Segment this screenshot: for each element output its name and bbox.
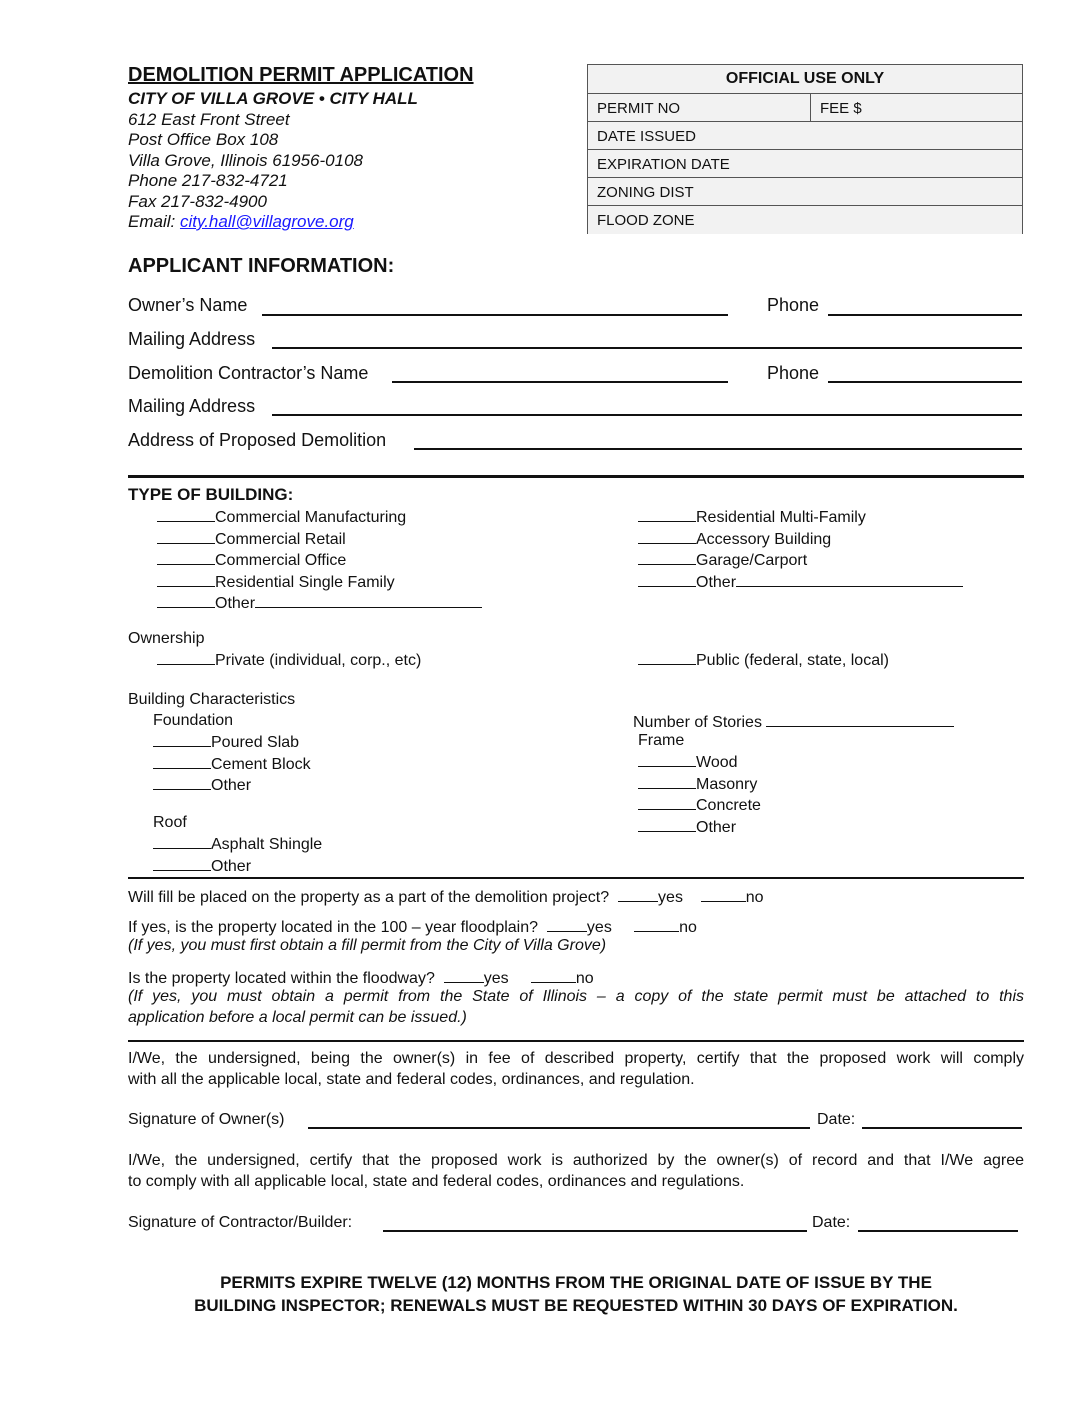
owner-date-field[interactable] — [862, 1127, 1022, 1129]
frame-heading: Frame — [638, 732, 685, 749]
floodway-note-line-1: (If yes, you must obtain a permit from the State of Illinois – a copy of the state permit must be attached to this — [128, 988, 1024, 1005]
floodplain-note: (If yes, you must first obtain a fill permit from the City of Villa Grove) — [128, 937, 607, 954]
yes-label: yes — [586, 919, 612, 936]
checkbox-blank[interactable] — [157, 529, 215, 544]
mailing-address-label: Mailing Address — [128, 329, 256, 349]
option-public[interactable] — [638, 650, 889, 670]
po-box: Post Office Box 108 — [128, 130, 279, 149]
roof-list — [153, 834, 322, 877]
checkbox-blank[interactable] — [638, 774, 696, 789]
roof-heading: Roof — [153, 814, 187, 831]
option-label: Poured Slab — [211, 734, 300, 751]
option-commercial-manufacturing[interactable] — [157, 507, 482, 529]
mailing-address-field[interactable] — [272, 347, 1022, 349]
fill-question-text: Will fill be placed on the property as a part of the demolition project? — [128, 889, 610, 906]
option-concrete[interactable] — [638, 795, 761, 817]
owner-certify-line-2: with all the applicable local, state and federal codes, ordinances, and regulation. — [128, 1071, 695, 1088]
stories-line — [633, 712, 954, 732]
option-label: Residential Multi-Family — [696, 509, 866, 526]
street-address: 612 East Front Street — [128, 109, 290, 129]
section-divider — [128, 475, 1024, 478]
fax-number: Fax 217-832-4900 — [128, 191, 267, 211]
option-frame-other[interactable] — [638, 817, 761, 839]
email-label: Email: — [128, 212, 176, 231]
option-label: Residential Single Family — [215, 573, 395, 591]
characteristics-heading: Building Characteristics — [128, 691, 296, 708]
contractor-date-label: Date: — [812, 1214, 851, 1231]
checkbox-blank[interactable] — [638, 507, 696, 522]
checkbox-blank[interactable] — [157, 507, 215, 522]
contractor-certify-line-1: I/We, the undersigned, certify that the proposed work is authorized by the owner(s) of record and that I/We agree — [128, 1152, 1024, 1169]
frame-list — [638, 752, 761, 838]
checkbox-blank[interactable] — [638, 817, 696, 832]
option-label: Commercial Office — [215, 552, 347, 569]
permit-fee-row — [588, 93, 1022, 121]
option-poured-slab[interactable] — [153, 732, 311, 754]
contractor-signature-label: Signature of Contractor/Builder: — [128, 1214, 353, 1231]
flood-row — [588, 205, 1022, 234]
stories-field[interactable] — [766, 712, 954, 727]
option-garage-carport[interactable] — [638, 550, 963, 572]
checkbox-blank[interactable] — [153, 754, 211, 769]
checkbox-blank[interactable] — [153, 775, 211, 790]
form-title: DEMOLITION PERMIT APPLICATION — [128, 64, 474, 86]
option-label: Accessory Building — [696, 530, 832, 548]
checkbox-blank[interactable] — [638, 795, 696, 810]
contractor-phone-label: Phone — [767, 363, 820, 383]
floodway-yes-blank[interactable] — [444, 968, 484, 983]
date-issued-label: DATE ISSUED — [597, 128, 696, 145]
option-label: Other — [696, 818, 737, 836]
contractor-certify-line-2: to comply with all applicable local, state and federal codes, ordinances and regulations. — [128, 1173, 745, 1190]
contractor-mailing-label: Mailing Address — [128, 396, 256, 416]
contractor-phone-field[interactable] — [828, 381, 1022, 383]
cell-divider — [810, 94, 811, 122]
option-label: Masonry — [696, 775, 758, 793]
option-label: Other — [211, 777, 252, 794]
option-foundation-other[interactable] — [153, 775, 311, 797]
owner-date-label: Date: — [817, 1111, 856, 1128]
option-residential-single-family[interactable] — [157, 572, 482, 594]
section-divider — [128, 1040, 1024, 1042]
checkbox-blank[interactable] — [157, 650, 215, 665]
floodplain-yes-blank[interactable] — [547, 917, 587, 932]
option-roof-other[interactable] — [153, 856, 322, 878]
expiration-notice — [0, 1271, 1088, 1317]
option-cement-block[interactable] — [153, 754, 311, 776]
zoning-dist-label: ZONING DIST — [597, 184, 694, 201]
option-commercial-office[interactable] — [157, 550, 482, 572]
checkbox-blank[interactable] — [638, 529, 696, 544]
option-wood[interactable] — [638, 752, 761, 774]
contractor-signature-field[interactable] — [383, 1230, 807, 1232]
option-private[interactable] — [157, 650, 421, 670]
option-label: Wood — [696, 754, 738, 771]
fill-question — [128, 887, 764, 907]
building-type-left-list — [157, 507, 482, 615]
city-hall-name: CITY OF VILLA GROVE • CITY HALL — [128, 89, 418, 108]
no-label: no — [679, 919, 697, 936]
checkbox-blank[interactable] — [638, 572, 696, 587]
floodplain-question-text: If yes, is the property located in the 100 – year floodplain? — [128, 919, 539, 936]
owner-name-field[interactable] — [262, 314, 728, 316]
owner-phone-label: Phone — [767, 295, 820, 315]
stories-label: Number of Stories — [633, 714, 762, 731]
email-line — [128, 212, 418, 233]
option-label: Garage/Carport — [696, 552, 808, 569]
option-residential-multi-family[interactable] — [638, 507, 963, 529]
email-link[interactable]: city.hall@villagrove.org — [179, 212, 354, 231]
proposed-address-label: Address of Proposed Demolition — [128, 430, 387, 450]
expiration-date-label: EXPIRATION DATE — [597, 156, 730, 173]
section-divider — [128, 877, 1024, 879]
applicant-info-heading: APPLICANT INFORMATION: — [128, 255, 395, 277]
no-label: no — [745, 889, 764, 906]
checkbox-blank[interactable] — [638, 650, 696, 665]
checkbox-blank[interactable] — [638, 752, 696, 767]
floodway-question-text: Is the property located within the floodway? — [128, 970, 435, 987]
expiration-notice-line-2: BUILDING INSPECTOR; RENEWALS MUST BE REQUESTED WITHIN 30 DAYS OF EXPIRATION. — [194, 1296, 958, 1315]
owner-signature-field[interactable] — [308, 1127, 810, 1129]
option-accessory-building[interactable] — [638, 529, 963, 551]
floodplain-no-blank[interactable] — [634, 917, 679, 932]
owner-signature-label: Signature of Owner(s) — [128, 1111, 285, 1128]
expiration-notice-line-1: PERMITS EXPIRE TWELVE (12) MONTHS FROM THE ORIGINAL DATE OF ISSUE BY THE — [220, 1273, 932, 1292]
proposed-address-field[interactable] — [414, 448, 1022, 450]
checkbox-blank[interactable] — [638, 550, 696, 565]
option-commercial-retail[interactable] — [157, 529, 482, 551]
flood-zone-label: FLOOD ZONE — [597, 212, 695, 229]
option-label: Cement Block — [211, 755, 311, 773]
foundation-heading: Foundation — [153, 712, 234, 729]
phone-number: Phone 217-832-4721 — [128, 171, 288, 190]
fee-label: FEE $ — [820, 100, 862, 117]
contractor-name-field[interactable] — [392, 381, 728, 383]
option-label: Other — [696, 573, 737, 591]
contractor-date-field[interactable] — [858, 1230, 1018, 1232]
option-asphalt-shingle[interactable] — [153, 834, 322, 856]
contractor-name-label: Demolition Contractor’s Name — [128, 363, 369, 383]
checkbox-blank[interactable] — [157, 572, 215, 587]
option-label: Concrete — [696, 797, 761, 814]
yes-label: yes — [658, 889, 683, 906]
floodway-no-blank[interactable] — [531, 968, 576, 983]
checkbox-blank[interactable] — [157, 550, 215, 565]
official-use-box — [587, 64, 1023, 234]
date-issued-row — [588, 121, 1022, 149]
no-label: no — [575, 970, 594, 987]
foundation-list — [153, 732, 311, 797]
option-label: Asphalt Shingle — [211, 836, 323, 853]
checkbox-blank[interactable] — [157, 593, 215, 608]
option-label: Private (individual, corp., etc) — [215, 652, 422, 669]
other-specify-field[interactable] — [736, 572, 963, 587]
owner-name-label: Owner’s Name — [128, 295, 248, 315]
building-type-heading: TYPE OF BUILDING: — [128, 485, 294, 504]
permit-no-label: PERMIT NO — [597, 100, 681, 117]
option-other-left[interactable] — [157, 593, 482, 615]
option-label: Commercial Retail — [215, 530, 346, 548]
floodway-note-line-2: application before a local permit can be issued.) — [128, 1009, 467, 1026]
city-address-block — [128, 89, 418, 233]
yes-label: yes — [483, 970, 509, 987]
option-masonry[interactable] — [638, 774, 761, 796]
building-type-right-list — [638, 507, 963, 593]
floodplain-question — [128, 917, 697, 937]
expiration-row — [588, 149, 1022, 177]
option-label: Public (federal, state, local) — [696, 652, 889, 669]
checkbox-blank[interactable] — [153, 834, 211, 849]
owner-certify-line-1: I/We, the undersigned, being the owner(s) in fee of described property, certify that the proposed work will comply — [128, 1050, 1024, 1067]
contractor-mailing-field[interactable] — [272, 414, 1022, 416]
owner-phone-field[interactable] — [828, 314, 1022, 316]
option-other-right[interactable] — [638, 572, 963, 594]
checkbox-blank[interactable] — [153, 732, 211, 747]
fill-no-blank[interactable] — [701, 887, 746, 902]
option-label: Commercial Manufacturing — [215, 509, 407, 526]
ownership-heading: Ownership — [128, 630, 205, 647]
checkbox-blank[interactable] — [153, 856, 211, 871]
other-specify-field[interactable] — [255, 593, 482, 608]
option-label: Other — [215, 595, 256, 612]
official-use-title: OFFICIAL USE ONLY — [588, 65, 1022, 93]
option-label: Other — [211, 857, 252, 875]
fill-yes-blank[interactable] — [618, 887, 658, 902]
floodway-question — [128, 968, 594, 988]
zoning-row — [588, 177, 1022, 205]
city-state-zip: Villa Grove, Illinois 61956-0108 — [128, 150, 363, 170]
